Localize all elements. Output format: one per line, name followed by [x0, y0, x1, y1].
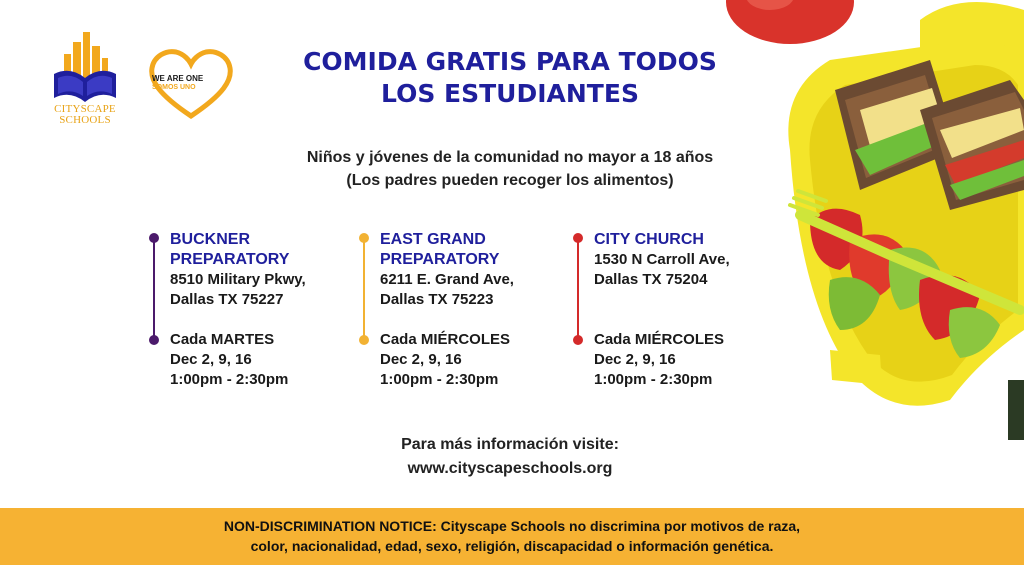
website-link[interactable]: www.cityscapeschools.org: [407, 460, 613, 477]
address-line-2: Dallas TX 75227: [170, 291, 284, 308]
schedule-dates: Dec 2, 9, 16: [380, 351, 462, 368]
cityscape-schools-logo: [50, 28, 120, 128]
schedule-day: Cada MARTES: [170, 331, 275, 348]
location-name: [170, 230, 289, 270]
location-name: [380, 230, 499, 270]
address-line-1: 1530 N Carroll Ave,: [594, 251, 730, 268]
notice-text-1: Cityscape Schools no discrimina por motivos de raza,: [440, 518, 801, 534]
notice-label: NON-DISCRIMINATION NOTICE:: [223, 518, 437, 534]
timeline-marker: [148, 230, 160, 350]
location-name-line-2: PREPARATORY: [170, 251, 290, 268]
somos-uno-text: SOMOS UNO: [152, 84, 196, 91]
location-name-line-1: BUCKNER: [170, 231, 250, 248]
location-address: [380, 270, 514, 310]
location-schedule: [594, 330, 724, 390]
schedule-time: 1:00pm - 2:30pm: [170, 371, 289, 388]
location-name-line-2: PREPARATORY: [380, 251, 500, 268]
we-are-one-text: WE ARE ONE: [152, 74, 204, 83]
address-line-2: Dallas TX 75223: [380, 291, 494, 308]
logo-schools-text: SCHOOLS: [59, 114, 111, 126]
schedule-dates: Dec 2, 9, 16: [170, 351, 252, 368]
timeline-marker: [572, 230, 584, 350]
subtitle-line-1: Niños y jóvenes de la comunidad no mayor a 18 años: [306, 149, 714, 166]
location-name-line-1: EAST GRAND: [380, 231, 486, 248]
we-are-one-logo: [148, 48, 234, 120]
notice-line-1: [120, 516, 904, 536]
location-schedule: [380, 330, 510, 390]
timeline-marker: [358, 230, 370, 350]
lunchbox-illustration: [720, 0, 1024, 440]
subtitle: [270, 146, 750, 192]
address-line-1: 6211 E. Grand Ave,: [380, 271, 514, 288]
page-title: [260, 46, 760, 110]
schedule-day: Cada MIÉRCOLES: [380, 331, 511, 348]
location-name: [594, 230, 704, 250]
schedule-time: 1:00pm - 2:30pm: [594, 371, 713, 388]
notice-line-2: color, nacionalidad, edad, sexo, religión, discapacidad o información genética.: [250, 538, 774, 554]
title-line-2: LOS ESTUDIANTES: [381, 79, 639, 108]
book-city-icon: [50, 28, 120, 106]
more-info-label: Para más información visite:: [401, 436, 619, 453]
non-discrimination-notice: [120, 516, 904, 556]
schedule-time: 1:00pm - 2:30pm: [380, 371, 499, 388]
location-schedule: [170, 330, 288, 390]
schedule-day: Cada MIÉRCOLES: [594, 331, 725, 348]
location-name-line-1: CITY CHURCH: [594, 231, 704, 248]
logo-cityscape-text: CITYSCAPE: [54, 103, 116, 115]
title-line-1: COMIDA GRATIS PARA TODOS: [303, 47, 717, 76]
location-address: [170, 270, 306, 310]
schedule-dates: Dec 2, 9, 16: [594, 351, 676, 368]
address-line-1: 8510 Military Pkwy,: [170, 271, 306, 288]
subtitle-line-2: (Los padres pueden recoger los alimentos): [346, 172, 674, 189]
more-info: [300, 433, 720, 481]
location-address: [594, 250, 730, 290]
footer-bar: [0, 508, 1024, 565]
lunchbox-image: [720, 0, 1024, 440]
address-line-2: Dallas TX 75204: [594, 271, 708, 288]
